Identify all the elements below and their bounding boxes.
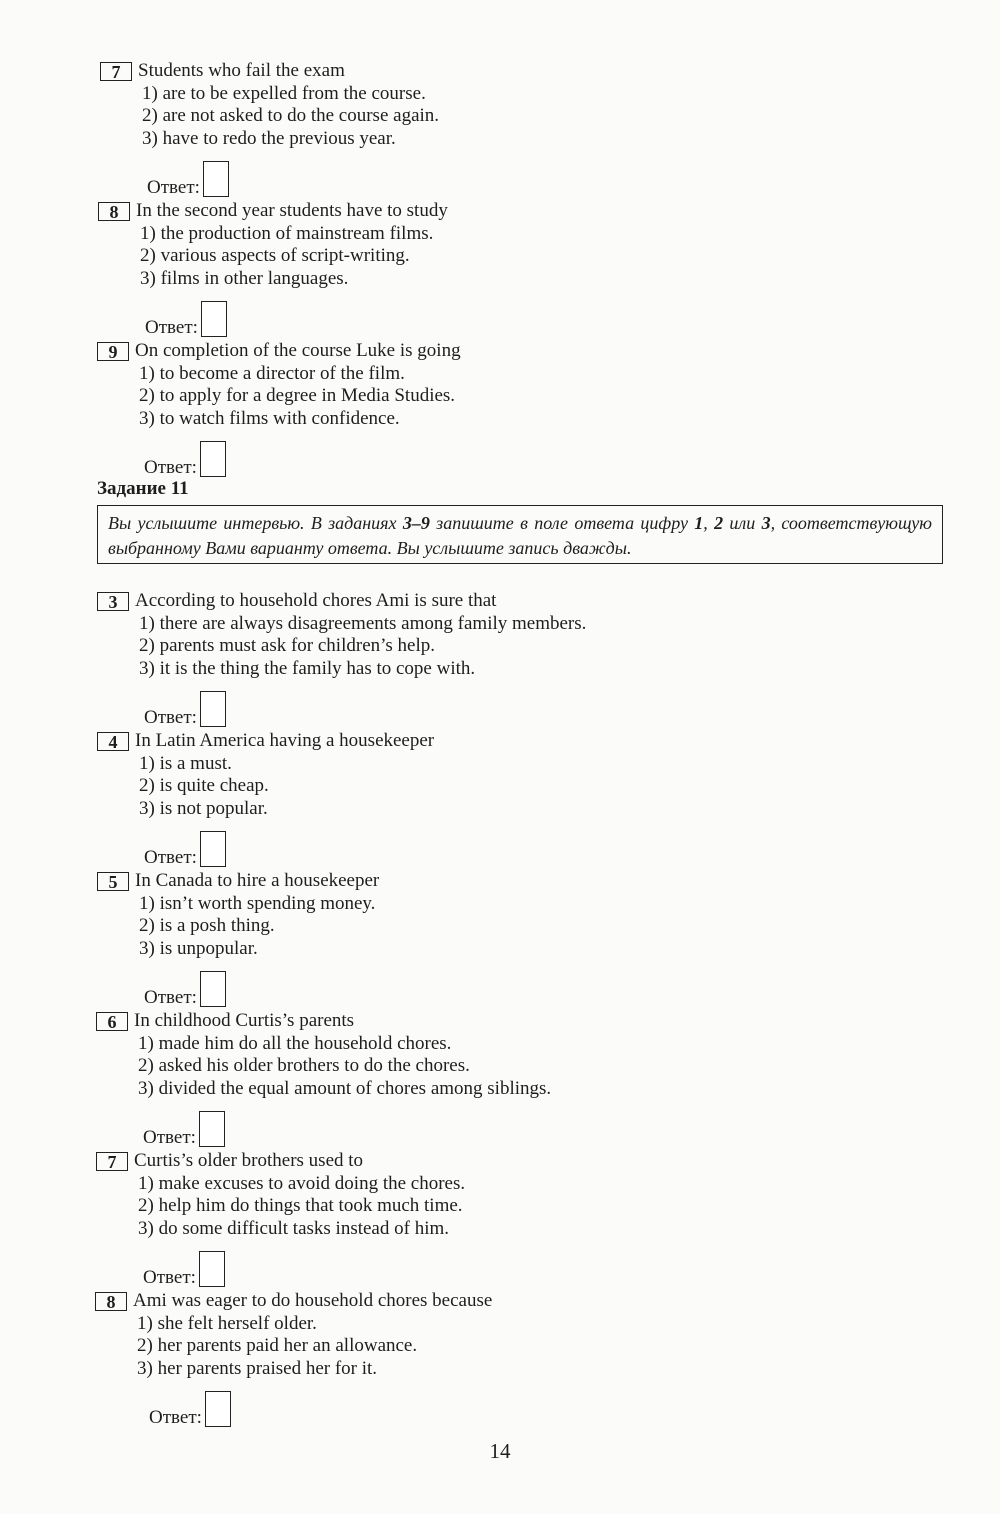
- answer-label: Ответ:: [143, 1127, 196, 1148]
- answer-label: Ответ:: [145, 317, 198, 338]
- question-stem: On completion of the course Luke is going: [135, 340, 461, 361]
- instructions-text: запишите в поле ответа цифру: [429, 513, 695, 533]
- answer-option: 1) make excuses to avoid doing the chores.: [138, 1172, 466, 1194]
- answer-box[interactable]: [199, 1111, 225, 1147]
- answer-box[interactable]: [200, 441, 226, 477]
- question-number: 7: [96, 1152, 128, 1171]
- answer-box[interactable]: [200, 831, 226, 867]
- question-block: [96, 1150, 465, 1287]
- answer-option: 2) parents must ask for children’s help.: [139, 635, 436, 656]
- answer-option: 3) to watch films with confidence.: [139, 407, 400, 429]
- answer-option: 3) divided the equal amount of chores among siblings.: [138, 1077, 552, 1099]
- question-stem: In Latin America having a housekeeper: [135, 730, 435, 751]
- answer-option: 1) isn’t worth spending money.: [139, 892, 376, 914]
- answer-option: 1) to become a director of the film.: [139, 362, 405, 384]
- question-number: 9: [97, 342, 129, 361]
- answer-option: 1) made him do all the household chores.: [138, 1032, 452, 1054]
- task-title: Задание 11: [97, 478, 189, 499]
- question-stem: Ami was eager to do household chores because: [133, 1290, 493, 1311]
- question-block: [100, 60, 439, 197]
- answer-option: 2) is quite cheap.: [139, 775, 269, 796]
- answer-option: 2) to apply for a degree in Media Studies.: [139, 385, 456, 406]
- instructions-text: или: [723, 513, 762, 533]
- question-number: 6: [96, 1012, 128, 1031]
- instructions-text: ,: [703, 513, 715, 533]
- instructions-digit: 3: [761, 513, 771, 533]
- instructions-text: , соответствующую выбранному Вами варианту ответа. Вы услышите запись дважды.: [108, 513, 932, 558]
- answer-option: 3) films in other languages.: [140, 267, 349, 289]
- answer-option: 2) asked his older brothers to do the chores.: [138, 1055, 470, 1076]
- answer-label: Ответ:: [149, 1407, 202, 1428]
- question-number: 4: [97, 732, 129, 751]
- answer-label: Ответ:: [147, 177, 200, 198]
- question-stem: Students who fail the exam: [138, 60, 345, 81]
- answer-label: Ответ:: [144, 847, 197, 868]
- answer-option: 1) is a must.: [139, 752, 232, 774]
- question-stem: In the second year students have to study: [136, 200, 448, 221]
- answer-option: 2) help him do things that took much time.: [138, 1195, 463, 1216]
- answer-option: 3) her parents praised her for it.: [137, 1357, 378, 1379]
- question-number: 3: [97, 592, 129, 611]
- question-block: [96, 1010, 551, 1147]
- answer-label: Ответ:: [144, 987, 197, 1008]
- answer-box[interactable]: [199, 1251, 225, 1287]
- answer-option: 2) are not asked to do the course again.: [142, 105, 440, 126]
- answer-option: 2) her parents paid her an allowance.: [137, 1335, 418, 1356]
- instructions-text: Вы услышите интервью. В заданиях: [108, 513, 403, 533]
- question-stem: In Canada to hire a housekeeper: [135, 870, 380, 891]
- answer-option: 2) is a posh thing.: [139, 915, 275, 936]
- answer-box[interactable]: [200, 691, 226, 727]
- page-number: 14: [489, 1439, 511, 1463]
- answer-label: Ответ:: [144, 457, 197, 478]
- answer-box[interactable]: [205, 1391, 231, 1427]
- instructions-digit: 2: [714, 513, 724, 533]
- answer-box[interactable]: [203, 161, 229, 197]
- question-block: [97, 340, 461, 477]
- question-number: 5: [97, 872, 129, 891]
- question-number: 8: [95, 1292, 127, 1311]
- answer-option: 3) do some difficult tasks instead of him.: [138, 1217, 449, 1239]
- answer-option: 2) various aspects of script-writing.: [140, 245, 410, 266]
- answer-option: 1) the production of mainstream films.: [140, 222, 434, 244]
- answer-option: 3) is unpopular.: [139, 937, 258, 959]
- answer-option: 3) it is the thing the family has to cope with.: [139, 657, 476, 679]
- instructions-digit: 1: [694, 513, 704, 533]
- instructions-range: 3–9: [402, 513, 430, 533]
- answer-option: 3) is not popular.: [139, 797, 268, 819]
- question-number: 7: [100, 62, 132, 81]
- answer-option: 1) she felt herself older.: [137, 1312, 317, 1334]
- question-block: [97, 730, 434, 867]
- question-block: [95, 1290, 492, 1427]
- question-block: [97, 590, 586, 727]
- answer-option: 3) have to redo the previous year.: [142, 127, 396, 149]
- question-block: [98, 200, 448, 337]
- answer-box[interactable]: [200, 971, 226, 1007]
- answer-box[interactable]: [201, 301, 227, 337]
- instructions-box: [97, 505, 943, 564]
- answer-label: Ответ:: [143, 1267, 196, 1288]
- answer-option: 1) are to be expelled from the course.: [142, 82, 426, 104]
- question-stem: Curtis’s older brothers used to: [134, 1150, 364, 1171]
- question-number: 8: [98, 202, 130, 221]
- question-block: [97, 870, 379, 1007]
- answer-label: Ответ:: [144, 707, 197, 728]
- question-stem: According to household chores Ami is sure that: [135, 590, 497, 611]
- question-stem: In childhood Curtis’s parents: [134, 1010, 355, 1031]
- answer-option: 1) there are always disagreements among family members.: [139, 612, 587, 634]
